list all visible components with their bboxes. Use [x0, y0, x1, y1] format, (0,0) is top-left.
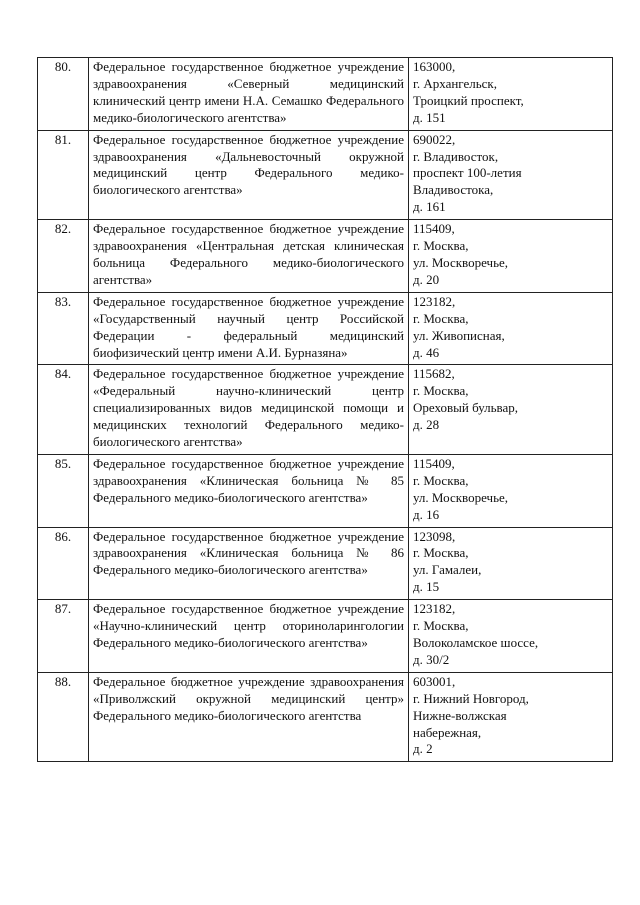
address-line: д. 2 [413, 741, 433, 757]
address-line: д. 16 [413, 506, 440, 522]
address-line: 603001, [413, 673, 456, 689]
institution-address [409, 672, 613, 762]
institution-name: Федеральное государственное бюджетное учреждение здравоохранения «Дальневосточный окружной медицинский центр Федерального медико-биологического агентства» [89, 130, 409, 220]
address-line: г. Москва, [413, 618, 469, 634]
row-number: 88. [38, 672, 89, 762]
address-line: г. Нижний Новгород, [413, 690, 529, 706]
institution-name: Федеральное государственное бюджетное учреждение здравоохранения «Центральная детская клиническая больница Федерального медико-биологического агентства» [89, 220, 409, 293]
address-line: 690022, [413, 131, 456, 147]
row-number: 85. [38, 454, 89, 527]
address-line: проспект 100-летия [413, 165, 522, 181]
institutions-table-body [38, 58, 613, 762]
address-line: г. Москва, [413, 238, 469, 254]
address-line: д. 151 [413, 109, 446, 125]
row-number: 87. [38, 600, 89, 673]
address-line: д. 46 [413, 344, 440, 360]
institution-name: Федеральное государственное бюджетное учреждение «Федеральный научно-клинический центр специализированных видов медицинской помощи и медицинских технологий Федерального медико-биологического агентства» [89, 365, 409, 455]
institution-address [409, 527, 613, 600]
institution-name: Федеральное государственное бюджетное учреждение «Научно-клинический центр оториноларингологии Федерального медико-биологического агентства» [89, 600, 409, 673]
institution-address [409, 600, 613, 673]
address-line: 123182, [413, 293, 456, 309]
table-row [38, 130, 613, 220]
address-line: 115409, [413, 221, 455, 237]
address-line: д. 15 [413, 579, 440, 595]
table-row [38, 672, 613, 762]
table-row [38, 58, 613, 131]
address-line: д. 28 [413, 417, 440, 433]
row-number: 84. [38, 365, 89, 455]
table-row [38, 600, 613, 673]
address-line: д. 30/2 [413, 651, 450, 667]
row-number: 80. [38, 58, 89, 131]
address-line: г. Владивосток, [413, 148, 499, 164]
institutions-table [37, 57, 613, 762]
table-row [38, 220, 613, 293]
address-line: 115682, [413, 366, 455, 382]
address-line: г. Москва, [413, 472, 469, 488]
address-line: ул. Живописная, [413, 327, 505, 343]
row-number: 82. [38, 220, 89, 293]
institution-address [409, 130, 613, 220]
institution-address [409, 220, 613, 293]
table-row [38, 454, 613, 527]
table-row [38, 527, 613, 600]
row-number: 83. [38, 292, 89, 365]
institution-name: Федеральное государственное бюджетное учреждение здравоохранения «Северный медицинский клинический центр имени Н.А. Семашко Федерального медико-биологического агентства» [89, 58, 409, 131]
institution-name: Федеральное бюджетное учреждение здравоохранения «Приволжский окружной медицинский центр» Федерального медико-биологического агентства [89, 672, 409, 762]
address-line: г. Москва, [413, 545, 469, 561]
institution-name: Федеральное государственное бюджетное учреждение здравоохранения «Клиническая больница № 85 Федерального медико-биологического агентства» [89, 454, 409, 527]
table-row [38, 292, 613, 365]
address-line: ул. Москворечье, [413, 489, 509, 505]
address-line: 163000, [413, 59, 456, 74]
address-line: 123182, [413, 601, 456, 617]
row-number: 81. [38, 130, 89, 220]
institution-address [409, 365, 613, 455]
address-line: ул. Москворечье, [413, 254, 509, 270]
row-number: 86. [38, 527, 89, 600]
table-row [38, 365, 613, 455]
address-line: набережная, [413, 724, 482, 740]
address-line: 123098, [413, 528, 456, 544]
address-line: д. 20 [413, 271, 440, 287]
institution-address [409, 292, 613, 365]
address-line: г. Москва, [413, 310, 469, 326]
address-line: д. 161 [413, 199, 446, 215]
address-line: Троицкий проспект, [413, 92, 524, 108]
address-line: Ореховый бульвар, [413, 400, 519, 416]
institution-name: Федеральное государственное бюджетное учреждение здравоохранения «Клиническая больница № 86 Федерального медико-биологического агентства» [89, 527, 409, 600]
institution-address [409, 454, 613, 527]
address-line: г. Архангельск, [413, 75, 497, 91]
address-line: ул. Гамалеи, [413, 562, 482, 578]
institution-name: Федеральное государственное бюджетное учреждение «Государственный научный центр Российской Федерации - федеральный медицинский биофизический центр имени А.И. Бурназяна» [89, 292, 409, 365]
address-line: Волоколамское шоссе, [413, 635, 539, 650]
address-line: 115409, [413, 455, 455, 471]
institution-address [409, 58, 613, 131]
address-line: Владивостока, [413, 182, 494, 198]
address-line: Нижне-волжская [413, 707, 507, 723]
address-line: г. Москва, [413, 383, 469, 399]
